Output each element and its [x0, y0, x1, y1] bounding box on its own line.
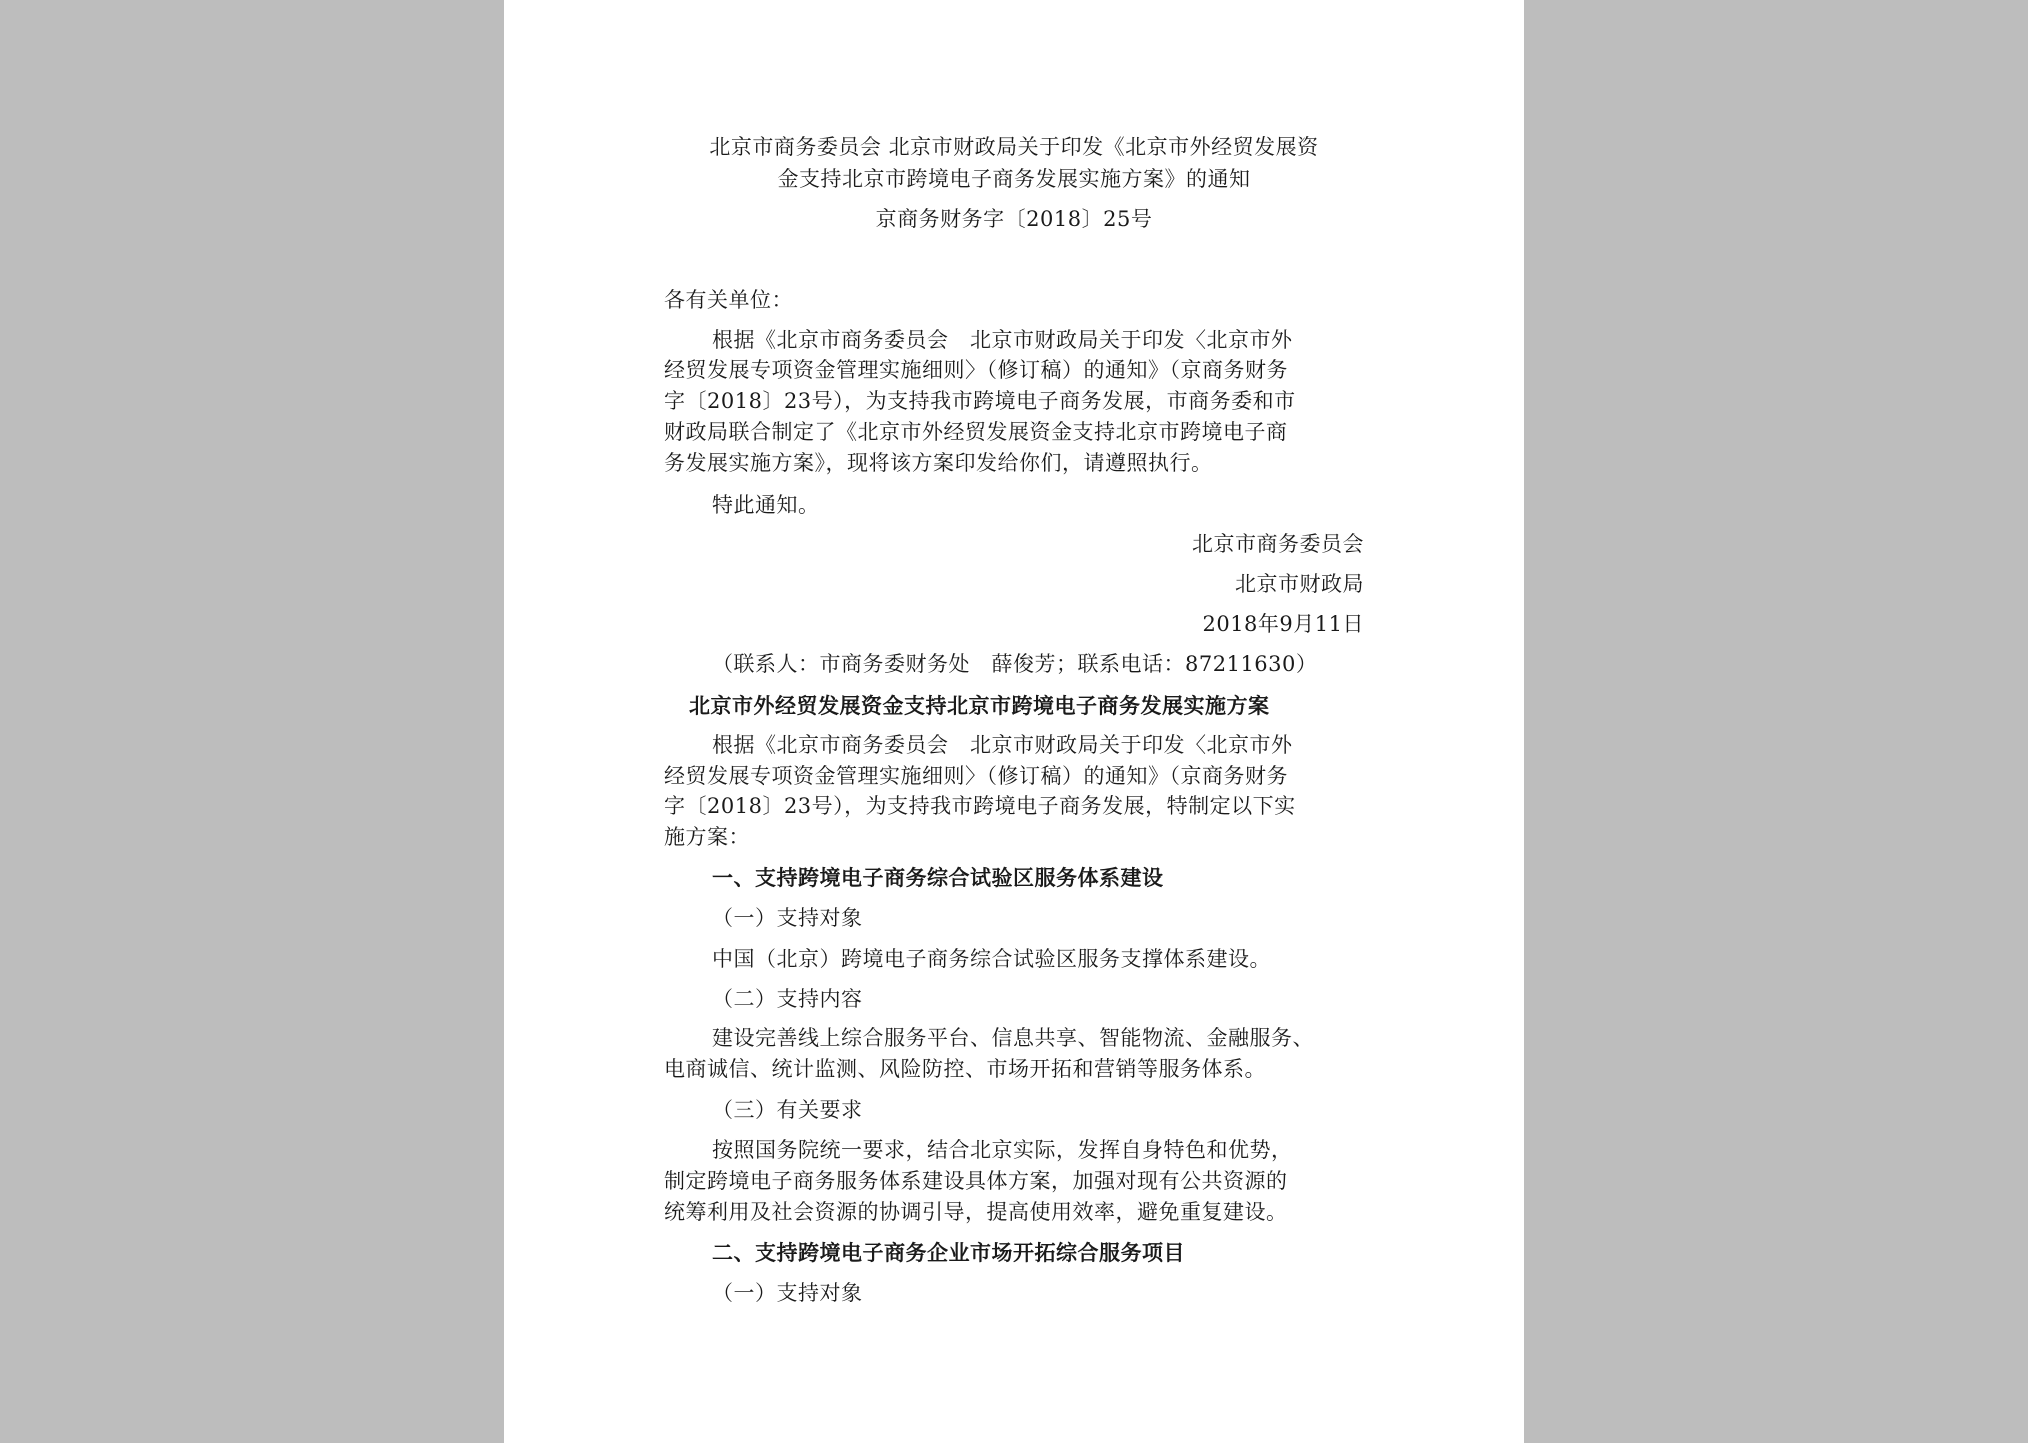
plan-intro-line: 施方案：: [664, 825, 750, 849]
intro-line: 根据《北京市商务委员会 北京市财政局关于印发〈北京市外: [712, 328, 1293, 352]
notice-title-line-2: 金支持北京市跨境电子商务发展实施方案》的通知: [777, 167, 1251, 191]
section-1-subheading: （二）支持内容: [712, 987, 863, 1011]
section-1-paragraph: 中国（北京）跨境电子商务综合试验区服务支撑体系建设。: [712, 947, 1271, 971]
section-1-subheading: （三）有关要求: [712, 1098, 863, 1122]
plan-intro-line: 经贸发展专项资金管理实施细则〉（修订稿）的通知》（京商务财务: [664, 764, 1288, 788]
section-2-heading: 二、支持跨境电子商务企业市场开拓综合服务项目: [712, 1240, 1185, 1265]
contact-info: （联系人：市商务委财务处 薛俊芳；联系电话：87211630）: [712, 652, 1318, 676]
section-1-paragraph: 统筹利用及社会资源的协调引导，提高使用效率，避免重复建设。: [664, 1200, 1288, 1224]
notice-close: 特此通知。: [712, 493, 820, 517]
intro-line: 务发展实施方案》，现将该方案印发给你们，请遵照执行。: [664, 451, 1213, 475]
section-1-paragraph: 按照国务院统一要求，结合北京实际，发挥自身特色和优势，: [712, 1138, 1293, 1162]
intro-line: 财政局联合制定了《北京市外经贸发展资金支持北京市跨境电子商: [664, 420, 1288, 444]
section-1-subheading: （一）支持对象: [712, 906, 863, 930]
salutation: 各有关单位：: [664, 288, 793, 312]
section-1-paragraph: 建设完善线上综合服务平台、信息共享、智能物流、金融服务、: [712, 1026, 1314, 1050]
section-1-paragraph: 电商诚信、统计监测、风险防控、市场开拓和营销等服务体系。: [664, 1057, 1266, 1081]
section-2-subheading: （一）支持对象: [712, 1281, 863, 1305]
document-number: 京商务财务字〔2018〕25号: [875, 207, 1153, 231]
signature-finance-bureau: 北京市财政局: [1235, 572, 1364, 596]
signature-commerce-commission: 北京市商务委员会: [1192, 532, 1364, 556]
plan-title: 北京市外经贸发展资金支持北京市跨境电子商务发展实施方案: [689, 693, 1270, 718]
plan-intro-line: 根据《北京市商务委员会 北京市财政局关于印发〈北京市外: [712, 733, 1293, 757]
section-1-heading: 一、支持跨境电子商务综合试验区服务体系建设: [712, 865, 1164, 890]
section-1-paragraph: 制定跨境电子商务服务体系建设具体方案，加强对现有公共资源的: [664, 1169, 1288, 1193]
plan-intro-line: 字〔2018〕23号），为支持我市跨境电子商务发展，特制定以下实: [664, 794, 1296, 818]
intro-line: 经贸发展专项资金管理实施细则〉（修订稿）的通知》（京商务财务: [664, 358, 1288, 382]
intro-line: 字〔2018〕23号），为支持我市跨境电子商务发展，市商务委和市: [664, 389, 1296, 413]
notice-title-line-1: 北京市商务委员会 北京市财政局关于印发《北京市外经贸发展资: [709, 135, 1319, 159]
signature-date: 2018年9月11日: [1202, 612, 1364, 636]
document-page: [504, 0, 1524, 1443]
